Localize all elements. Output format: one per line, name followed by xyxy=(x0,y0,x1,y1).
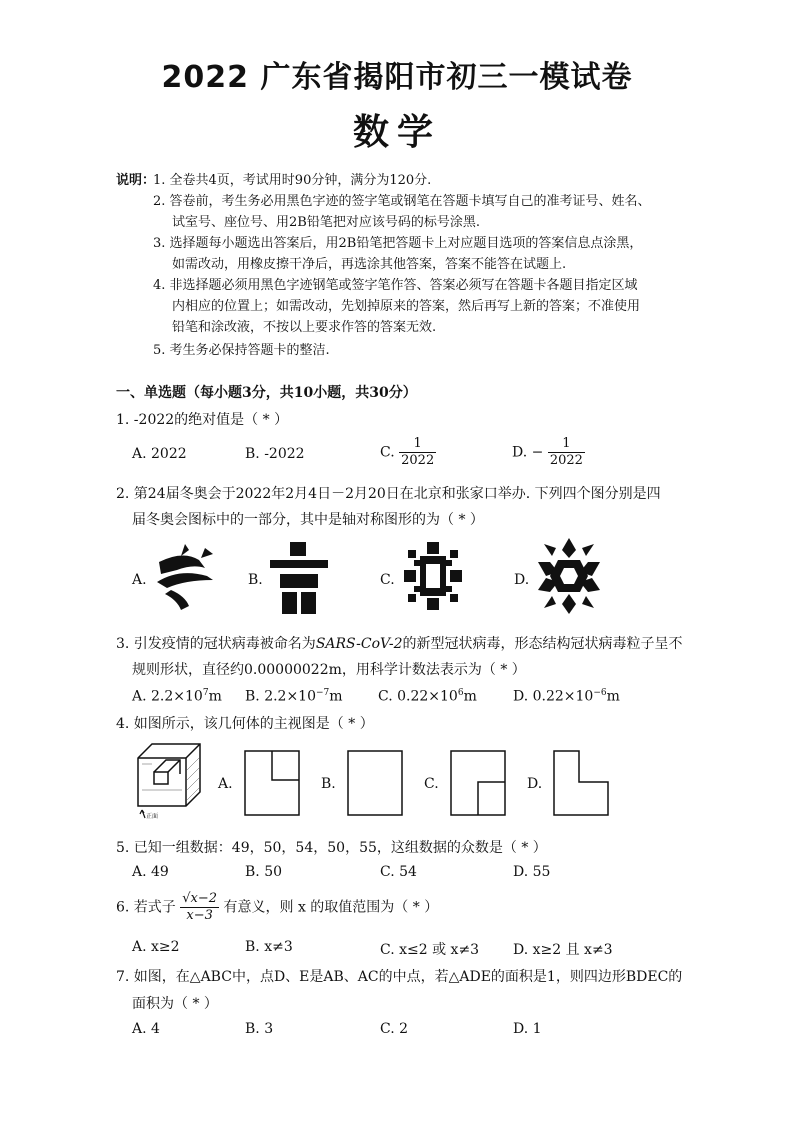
question-5-stem: 5. 已知一组数据：49，50，54，50，55，这组数据的众数是（ * ） xyxy=(116,840,547,856)
q2-option-d: D. xyxy=(514,572,530,588)
question-1-stem: 1. -2022的绝对值是（ * ） xyxy=(116,412,289,428)
q6-stem-pre: 6. 若式子 xyxy=(116,899,176,916)
winter-olympics-emblem-a-icon xyxy=(155,540,217,612)
q3-option-b-exponent: −7 xyxy=(316,688,330,698)
q4-option-a: A. xyxy=(218,776,233,792)
question-6-stem xyxy=(116,891,438,924)
q6-option-a: A. x≥2 xyxy=(132,939,180,955)
fraction-numerator: √x−2 xyxy=(182,891,218,906)
q7-option-c: C. 2 xyxy=(380,1021,409,1037)
q3-option-c-unit: m xyxy=(463,688,477,705)
q6-option-b: B. x≠3 xyxy=(245,939,293,955)
q3-option-a-exponent: 7 xyxy=(202,688,209,698)
q4-option-d-figure xyxy=(553,750,609,816)
q4-option-c: C. xyxy=(424,776,439,792)
instruction-line: 2. 答卷前，考生务必用黑色字迹的签字笔或钢笔在答题卡填写自己的准考证号、姓名、 xyxy=(153,194,651,209)
q3-stem-part: 3. 引发疫情的冠状病毒被命名为 xyxy=(116,636,316,652)
winter-olympics-emblem-c-icon xyxy=(402,540,464,612)
question-2-stem-line2: 届冬奥会图标中的一部分，其中是轴对称图形的为（ * ） xyxy=(132,512,484,528)
q6-option-c: C. x≤2 或 x≠3 xyxy=(380,942,480,958)
winter-olympics-emblem-b-icon xyxy=(268,540,330,616)
fraction-numerator: 1 xyxy=(399,436,436,453)
fraction-numerator: 1 xyxy=(548,436,585,453)
q3-option-b-base: B. 2.2×10 xyxy=(245,688,316,705)
q1-option-b: B. -2022 xyxy=(245,446,305,462)
q1-option-c-fraction xyxy=(399,436,436,469)
instructions-label: 说明： xyxy=(116,173,156,188)
q4-option-b-figure xyxy=(347,750,403,816)
q3-option-d-base: D. 0.22×10 xyxy=(513,688,594,705)
q3-option-c-base: C. 0.22×10 xyxy=(378,688,458,705)
q4-option-d: D. xyxy=(527,776,543,792)
instruction-line: 如需改动，用橡皮擦干净后，再选涂其他答案，答案不能答在试题上. xyxy=(172,257,567,272)
q2-option-b: B. xyxy=(248,572,263,588)
question-3-stem-line1 xyxy=(116,633,683,653)
q7-option-d: D. 1 xyxy=(513,1021,542,1037)
q6-option-d: D. x≥2 且 x≠3 xyxy=(513,942,613,958)
section-heading: 一、单选题（每小题3分，共10小题，共30分） xyxy=(116,385,417,401)
q3-option-d-exponent: −6 xyxy=(593,688,607,698)
q5-option-b: B. 50 xyxy=(245,864,283,880)
q3-stem-part: 的新型冠状病毒，形态结构冠状病毒粒子呈不 xyxy=(402,636,683,652)
q3-virus-name: SARS-CoV-2 xyxy=(315,636,403,652)
instruction-line: 内相应的位置上；如需改动，先划掉原来的答案，然后再写上新的答案；不准使用 xyxy=(172,299,641,314)
instruction-line: 铅笔和涂改液，不按以上要求作答的答案无效. xyxy=(172,320,437,335)
winter-olympics-emblem-d-icon xyxy=(536,536,602,616)
q3-option-d-unit: m xyxy=(606,688,620,705)
q6-expression-fraction xyxy=(180,891,219,924)
q4-option-c-figure xyxy=(450,750,506,816)
q5-option-c: C. 54 xyxy=(380,864,417,880)
question-3-stem-line2: 规则形状，直径约0.00000022m，用科学计数法表示为（ * ） xyxy=(132,662,526,678)
q5-option-d: D. 55 xyxy=(513,864,551,880)
instruction-line: 试室号、座位号、用2B铅笔把对应该号码的标号涂黑. xyxy=(172,215,480,230)
instruction-line: 3. 选择题每小题选出答案后，用2B铅笔把答题卡上对应题目选项的答案信息点涂黑， xyxy=(153,236,643,251)
q3-option-b xyxy=(245,688,343,705)
instruction-line: 4. 非选择题必须用黑色字迹钢笔或签字笔作答、答案必须写在答题卡各题目指定区域 xyxy=(153,278,638,293)
q4-front-label: 正面 xyxy=(146,813,159,820)
q1-option-c xyxy=(380,436,436,469)
question-7-stem-line2: 面积为（ * ） xyxy=(132,996,218,1012)
q7-option-b: B. 3 xyxy=(245,1021,274,1037)
q3-option-a xyxy=(132,688,222,705)
instruction-line: 5. 考生务必保持答题卡的整洁. xyxy=(153,343,330,358)
subject-title: 数学 xyxy=(352,111,441,153)
q3-option-a-base: A. 2.2×10 xyxy=(132,688,203,705)
q3-option-a-unit: m xyxy=(208,688,222,705)
q4-solid-figure xyxy=(134,740,204,822)
q1-option-d-fraction xyxy=(548,436,585,469)
q4-option-b: B. xyxy=(321,776,336,792)
question-4-stem: 4. 如图所示，该几何体的主视图是（ * ） xyxy=(116,716,374,732)
q1-option-c-label: C. xyxy=(380,444,395,461)
question-7-stem-line1: 7. 如图，在△ABC中，点D、E是AB、AC的中点，若△ADE的面积是1，则四边形BDEC的 xyxy=(116,969,683,985)
q7-option-a: A. 4 xyxy=(132,1021,160,1037)
q1-option-d-label: D. − xyxy=(512,444,544,461)
q1-option-d xyxy=(512,436,585,469)
q2-option-a: A. xyxy=(132,572,147,588)
exam-title: 2022 广东省揭阳市初三一模试卷 xyxy=(161,60,633,95)
fraction-denominator: 2022 xyxy=(401,453,435,468)
q2-option-c: C. xyxy=(380,572,395,588)
fraction-denominator: x−3 xyxy=(186,908,213,923)
q6-stem-post: 有意义，则 x 的取值范围为（ * ） xyxy=(223,899,439,916)
q3-option-c-exponent: 6 xyxy=(457,688,464,698)
q3-option-d xyxy=(513,688,620,705)
q4-option-a-figure xyxy=(244,750,300,816)
q1-option-a: A. 2022 xyxy=(132,446,187,462)
q3-option-b-unit: m xyxy=(329,688,343,705)
question-2-stem-line1: 2. 第24届冬奥会于2022年2月4日－2月20日在北京和张家口举办. 下列四个图分别是四 xyxy=(116,486,661,502)
q3-option-c xyxy=(378,688,477,705)
q5-option-a: A. 49 xyxy=(132,864,169,880)
fraction-denominator: 2022 xyxy=(549,453,583,468)
instruction-line: 1. 全卷共4页，考试用时90分钟，满分为120分. xyxy=(153,173,432,188)
